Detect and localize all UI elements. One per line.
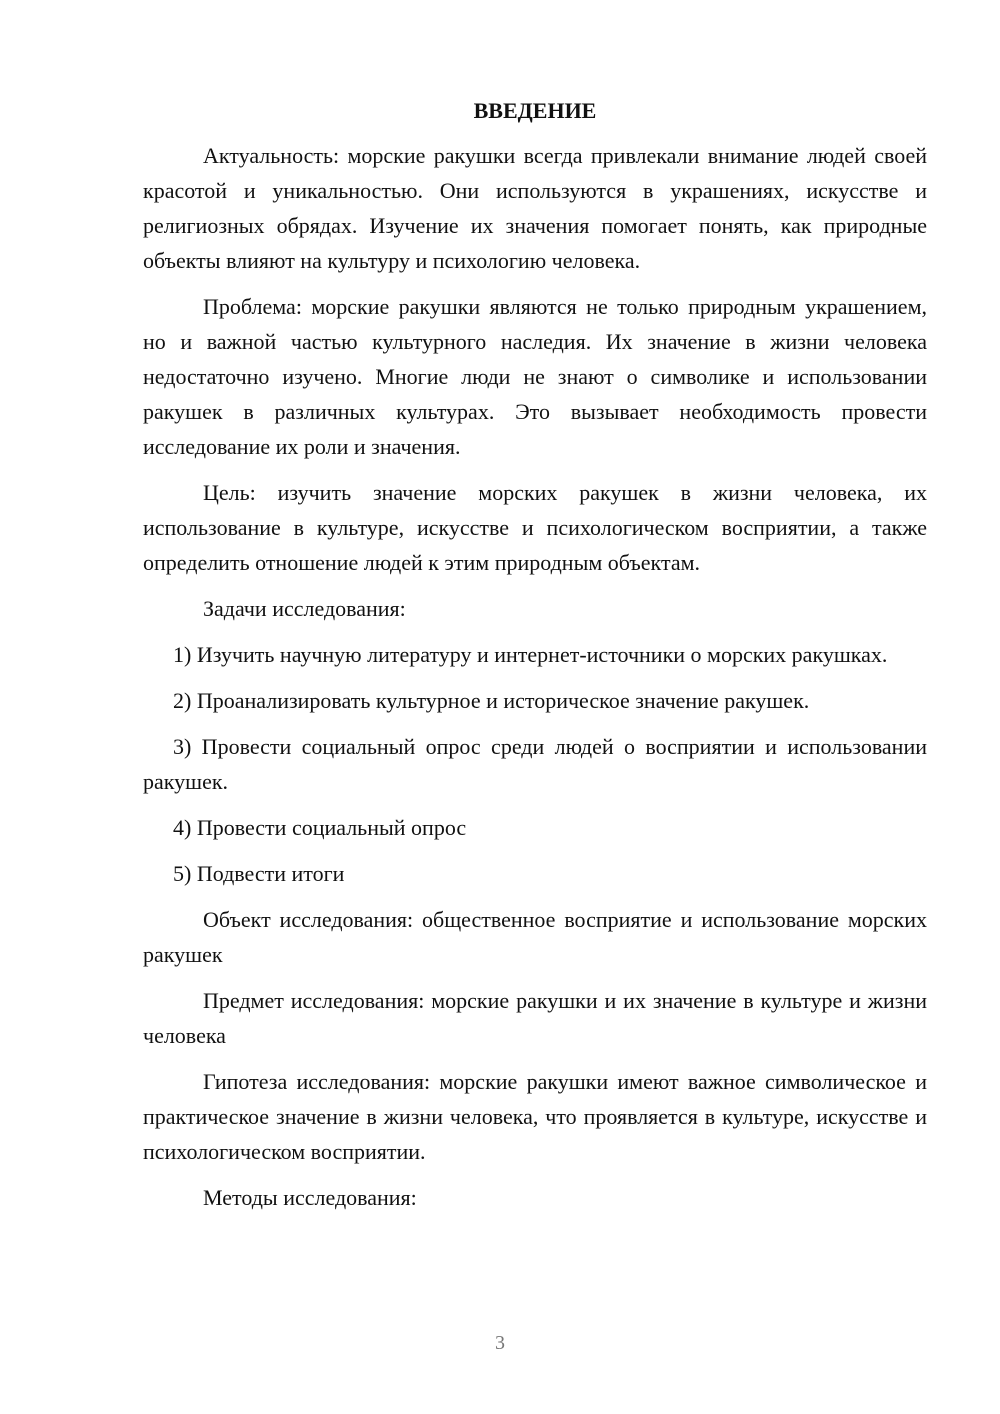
tasks-label: Задачи исследования: — [203, 596, 406, 621]
task-item: 4) Провести социальный опрос — [173, 815, 467, 840]
task-item: 3) Провести социальный опрос среди людей о восприятии и использовании ракушек. — [143, 734, 927, 794]
task-item: 5) Подвести итоги — [173, 861, 345, 886]
relevance-paragraph: Актуальность: морские ракушки всегда привлекали внимание людей своей красотой и уникальностью. Они используются в украшениях, искусстве и религиозных обрядах. Изучение их значения помогает понять, как природные объекты влияют на культуру и психологию человека. — [143, 143, 927, 273]
task-item: 2) Проанализировать культурное и историческое значение ракушек. — [173, 688, 810, 713]
goal-paragraph: Цель: изучить значение морских ракушек в жизни человека, их использование в культуре, искусстве и психологическом восприятии, а также определить отношение людей к этим природным объектам. — [143, 480, 927, 575]
task-item: 1) Изучить научную литературу и интернет-источники о морских ракушках. — [173, 642, 888, 667]
page-number: 3 — [495, 1332, 505, 1354]
hypothesis-paragraph: Гипотеза исследования: морские ракушки имеют важное символическое и практическое значение в жизни человека, что проявляется в культуре, искусстве и психологическом восприятии. — [143, 1069, 927, 1164]
problem-paragraph: Проблема: морские ракушки являются не только природным украшением, но и важной частью культурного наследия. Их значение в жизни человека недостаточно изучено. Многие люди не знают о символике и использовании ракушек в различных культурах. Это вызывает необходимость провести исследование их роли и значения. — [143, 294, 927, 459]
methods-label: Методы исследования: — [203, 1185, 417, 1210]
object-paragraph: Объект исследования: общественное восприятие и использование морских ракушек — [143, 907, 927, 967]
section-heading: ВВЕДЕНИЕ — [473, 98, 597, 123]
subject-paragraph: Предмет исследования: морские ракушки и их значение в культуре и жизни человека — [143, 988, 927, 1048]
document-page — [143, 96, 927, 1226]
